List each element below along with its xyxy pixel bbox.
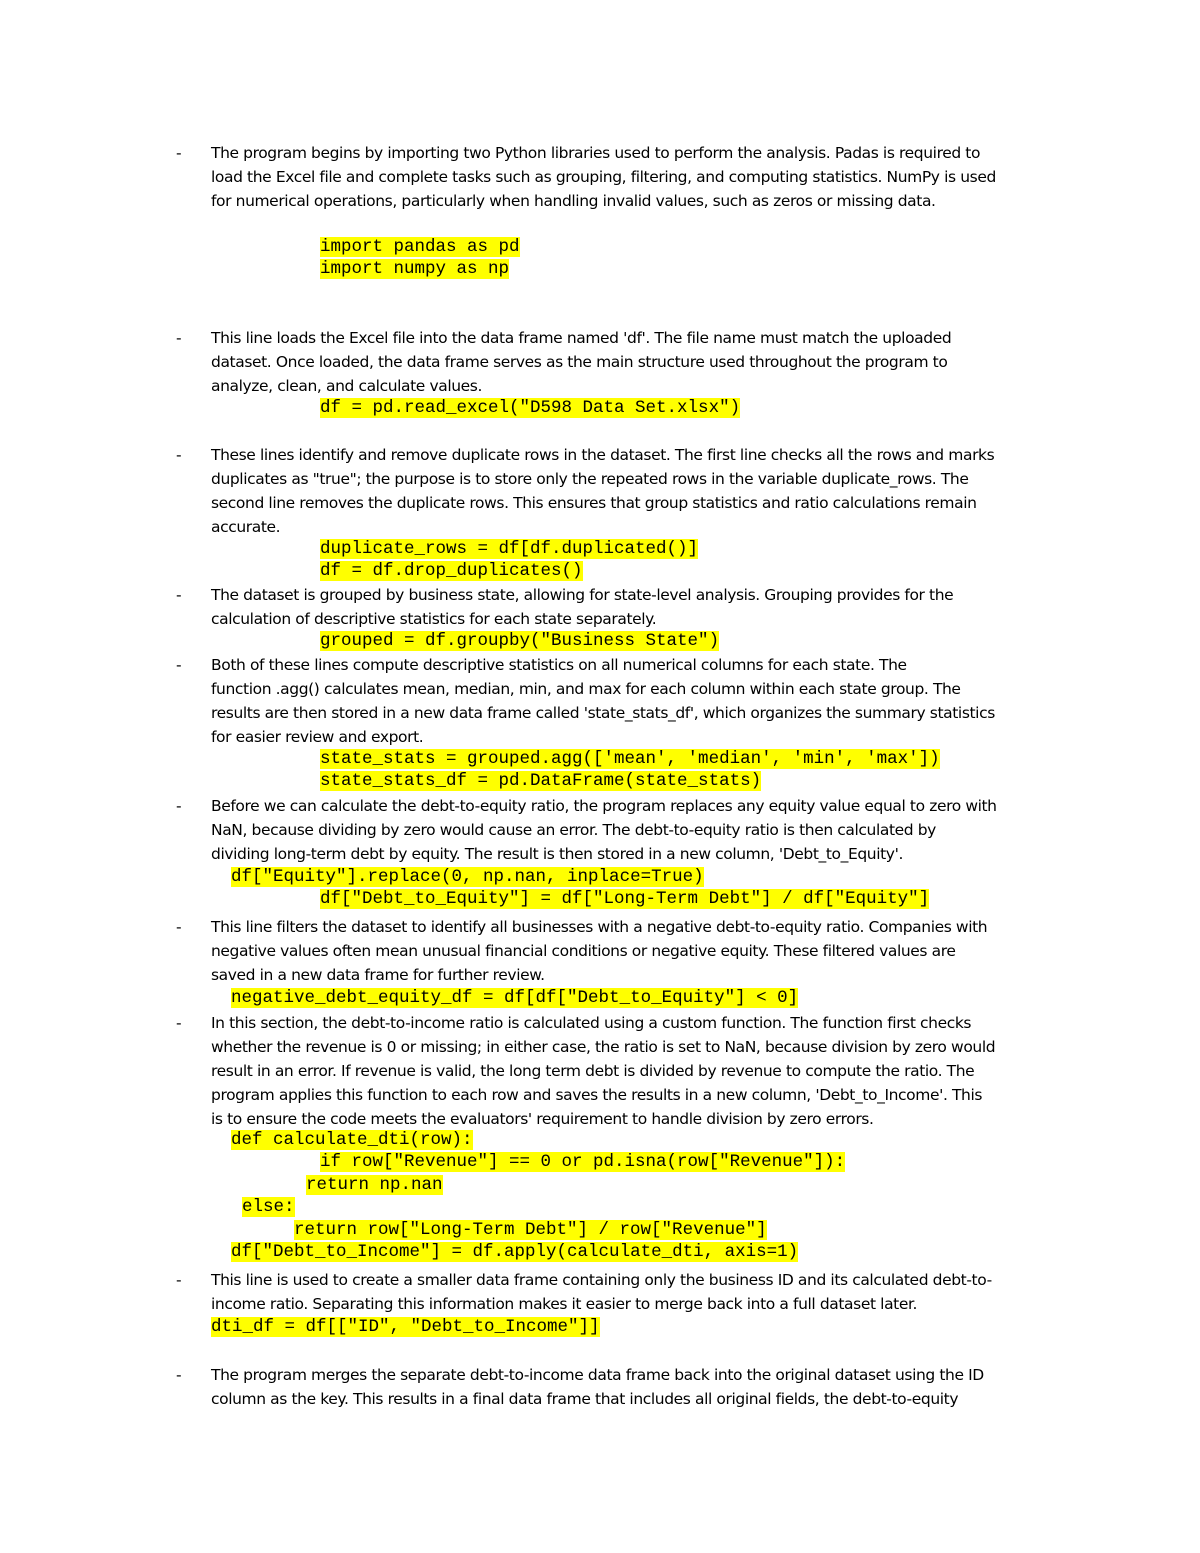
paragraph-line: In this section, the debt-to-income ratio is calculated using a custom function. The function first checks [211, 1014, 972, 1032]
code-line: df["Debt_to_Equity"] = df["Long-Term Debt"] / df["Equity"] [320, 889, 930, 909]
paragraph-merge [211, 1363, 1081, 1411]
paragraph-line: The program begins by importing two Python libraries used to perform the analysis. Padas is required to [211, 144, 981, 162]
code-line: dti_df = df[["ID", "Debt_to_Income"]] [211, 1317, 600, 1337]
code-line: state_stats = grouped.agg(['mean', 'median', 'min', 'max']) [320, 749, 940, 769]
paragraph-line: negative values often mean unusual financial conditions or negative equity. These filtered values are [211, 942, 956, 960]
code-line: else: [242, 1197, 295, 1217]
paragraph-line: The dataset is grouped by business state, allowing for state-level analysis. Grouping provides for the [211, 586, 954, 604]
code-line: def calculate_dti(row): [231, 1130, 473, 1150]
code-line: return row["Long-Term Debt"] / row["Revenue"] [294, 1220, 767, 1240]
paragraph-read-excel [211, 326, 1081, 398]
paragraph-line: function .agg() calculates mean, median, min, and max for each column within each state group. The [211, 680, 961, 698]
bullet-dash: - [176, 1014, 182, 1032]
paragraph-line: This line loads the Excel file into the data frame named 'df'. The file name must match the uploaded [211, 329, 952, 347]
paragraph-line: duplicates as "true"; the purpose is to store only the repeated rows in the variable duplicate_rows. The [211, 470, 969, 488]
paragraph-line: is to ensure the code meets the evaluators' requirement to handle division by zero errors. [211, 1110, 874, 1128]
bullet-dash: - [176, 144, 182, 162]
paragraph-line: NaN, because dividing by zero would cause an error. The debt-to-equity ratio is then calculated by [211, 821, 936, 839]
paragraph-line: result in an error. If revenue is valid, the long term debt is divided by revenue to compute the ratio. The [211, 1062, 975, 1080]
paragraph-debt-to-equity [211, 794, 1081, 866]
paragraph-line: whether the revenue is 0 or missing; in either case, the ratio is set to NaN, because division by zero would [211, 1038, 996, 1056]
paragraph-dti-subset [211, 1268, 1081, 1316]
paragraph-line: analyze, clean, and calculate values. [211, 377, 483, 395]
code-line: duplicate_rows = df[df.duplicated()] [320, 539, 699, 559]
code-line: import numpy as np [320, 259, 510, 279]
paragraph-line: for numerical operations, particularly when handling invalid values, such as zeros or missing data. [211, 192, 936, 210]
paragraph-line: load the Excel file and complete tasks such as grouping, filtering, and computing statistics. NumPy is used [211, 168, 996, 186]
code-line: state_stats_df = pd.DataFrame(state_stats) [320, 771, 762, 791]
paragraph-line: income ratio. Separating this information makes it easier to merge back into a full dataset later. [211, 1295, 918, 1313]
paragraph-duplicates [211, 443, 1081, 539]
paragraph-line: saved in a new data frame for further review. [211, 966, 545, 984]
paragraph-line: Both of these lines compute descriptive statistics on all numerical columns for each state. The [211, 656, 907, 674]
code-line: if row["Revenue"] == 0 or pd.isna(row["Revenue"]): [320, 1152, 846, 1172]
bullet-dash: - [176, 1366, 182, 1384]
paragraph-line: This line is used to create a smaller data frame containing only the business ID and its calculated debt-to- [211, 1271, 992, 1289]
code-line: negative_debt_equity_df = df[df["Debt_to_Equity"] < 0] [231, 988, 799, 1008]
bullet-dash: - [176, 446, 182, 464]
code-line: df["Equity"].replace(0, np.nan, inplace=True) [231, 867, 704, 887]
code-line: df["Debt_to_Income"] = df.apply(calculate_dti, axis=1) [231, 1242, 799, 1262]
paragraph-line: accurate. [211, 518, 281, 536]
paragraph-line: for easier review and export. [211, 728, 424, 746]
paragraph-line: The program merges the separate debt-to-income data frame back into the original dataset using the ID [211, 1366, 984, 1384]
paragraph-agg [211, 653, 1081, 749]
code-line: grouped = df.groupby("Business State") [320, 631, 720, 651]
bullet-dash: - [176, 656, 182, 674]
bullet-dash: - [176, 797, 182, 815]
paragraph-line: dividing long-term debt by equity. The result is then stored in a new column, 'Debt_to_Equity'. [211, 845, 903, 863]
paragraph-imports [211, 141, 1081, 213]
paragraph-line: This line filters the dataset to identify all businesses with a negative debt-to-equity ratio. Companies with [211, 918, 988, 936]
code-line: import pandas as pd [320, 237, 520, 257]
paragraph-debt-to-income [211, 1011, 1081, 1131]
paragraph-line: second line removes the duplicate rows. This ensures that group statistics and ratio calculations remain [211, 494, 977, 512]
paragraph-line: dataset. Once loaded, the data frame serves as the main structure used throughout the program to [211, 353, 948, 371]
paragraph-line: column as the key. This results in a final data frame that includes all original fields, the debt-to-equity [211, 1390, 959, 1408]
paragraph-line: These lines identify and remove duplicate rows in the dataset. The first line checks all the rows and marks [211, 446, 995, 464]
paragraph-groupby [211, 583, 1081, 631]
code-line: return np.nan [306, 1175, 443, 1195]
bullet-dash: - [176, 586, 182, 604]
paragraph-line: Before we can calculate the debt-to-equity ratio, the program replaces any equity value equal to zero with [211, 797, 997, 815]
bullet-dash: - [176, 918, 182, 936]
code-line: df = pd.read_excel("D598 Data Set.xlsx") [320, 398, 741, 418]
paragraph-line: results are then stored in a new data frame called 'state_stats_df', which organizes the summary statistics [211, 704, 995, 722]
paragraph-line: program applies this function to each row and saves the results in a new column, 'Debt_to_Income'. This [211, 1086, 983, 1104]
paragraph-line: calculation of descriptive statistics for each state separately. [211, 610, 657, 628]
code-line: df = df.drop_duplicates() [320, 561, 583, 581]
bullet-dash: - [176, 329, 182, 347]
paragraph-negative-filter [211, 915, 1081, 987]
bullet-dash: - [176, 1271, 182, 1289]
